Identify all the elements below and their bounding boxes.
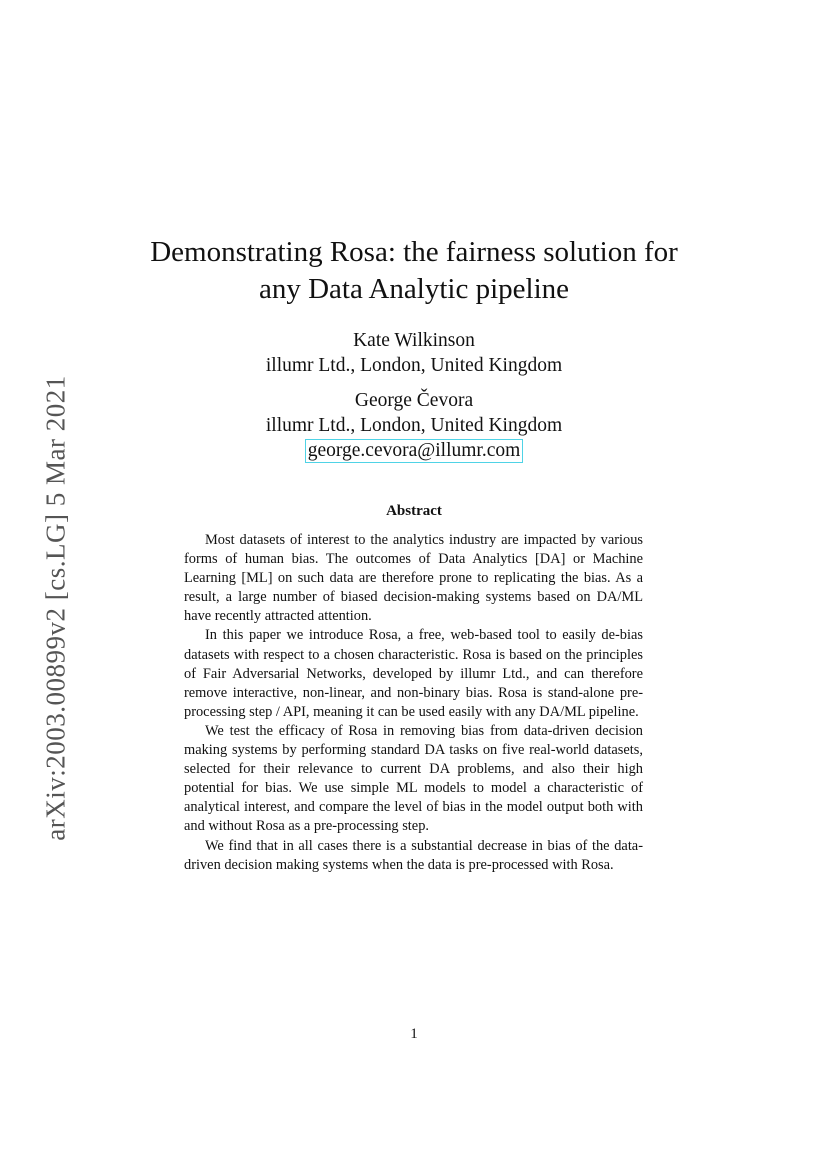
author-list: [0, 328, 828, 463]
abstract-body: [184, 531, 643, 875]
abstract-paragraph: We test the efficacy of Rosa in removing bias from data-driven decision making systems by performing standard DA tasks on five real-world datasets, selected for their relevance to current DA problems, and also their high potential for bias. We use simple ML models to model a characteristic of analytical interest, and compare the level of bias in the model output both with and without Rosa as a pre-processing step.: [184, 722, 643, 835]
title-line-1: Demonstrating Rosa: the fairness solution for: [150, 236, 678, 268]
abstract-paragraph: Most datasets of interest to the analytics industry are impacted by various forms of human bias. The outcomes of Data Analytics [DA] or Machine Learning [ML] on such data are therefore prone to replicating the bias. As a result, a large number of biased decision-making systems based on DA/ML have recently attracted attention.: [184, 532, 643, 625]
author-affiliation: illumr Ltd., London, United Kingdom: [265, 415, 563, 436]
page-number: 1: [410, 1026, 418, 1042]
author-email-link[interactable]: george.cevora@illumr.com: [305, 439, 524, 463]
abstract-paragraph: We find that in all cases there is a substantial decrease in bias of the data-driven decision making systems when the data is pre-processed with Rosa.: [184, 837, 643, 873]
title-line-2: any Data Analytic pipeline: [258, 273, 570, 305]
author-1: [0, 328, 828, 378]
abstract-heading: Abstract: [386, 503, 442, 519]
author-name: Kate Wilkinson: [353, 330, 475, 351]
author-name: George Čevora: [354, 390, 474, 411]
author-affiliation: illumr Ltd., London, United Kingdom: [265, 355, 563, 376]
abstract-paragraph: In this paper we introduce Rosa, a free, web-based tool to easily de-bias datasets with respect to a chosen characteristic. Rosa is based on the principles of Fair Adversarial Networks, developed by illumr Ltd., and can therefore remove interactive, non-linear, and non-binary bias. Rosa is stand-alone pre-processing step / API, meaning it can be used easily with any DA/ML pipeline.: [184, 627, 643, 720]
author-2: [0, 388, 828, 463]
arxiv-identifier: arXiv:2003.00899v2 [cs.LG] 5 Mar 2021: [40, 375, 71, 841]
paper-title: [0, 234, 828, 308]
